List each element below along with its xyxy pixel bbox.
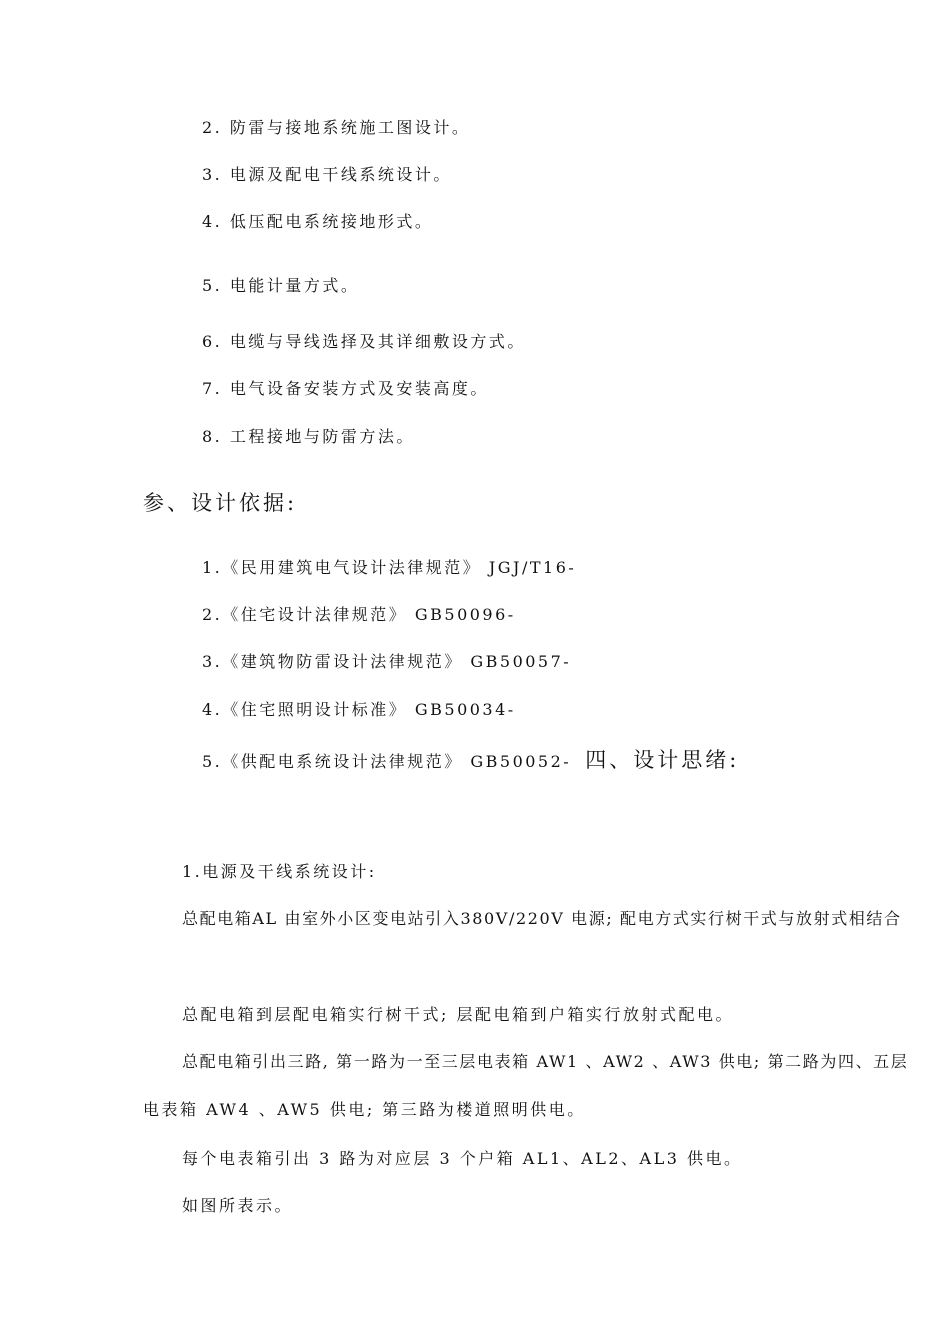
design-paragraph-4: 每个电表箱引出 3 路为对应层 3 个户箱 AL1、AL2、AL3 供电。	[182, 1149, 743, 1168]
design-paragraph-2: 总配电箱到层配电箱实行树干式; 层配电箱到户箱实行放射式配电。	[182, 1005, 734, 1024]
reference-item-3: 3.《建筑物防雷设计法律规范》 GB50057-	[202, 652, 572, 671]
design-paragraph-3-line-2: 电表箱 AW4 、AW5 供电; 第三路为楼道照明供电。	[143, 1100, 586, 1119]
design-paragraph-5: 如图所表示。	[182, 1196, 294, 1215]
section-heading-design-basis: 参、设计依据:	[143, 491, 298, 515]
reference-item-1: 1.《民用建筑电气设计法律规范》 JGJ/T16-	[202, 558, 577, 577]
scope-item-4: 4. 低压配电系统接地形式。	[202, 212, 434, 231]
reference-item-2: 2.《住宅设计法律规范》 GB50096-	[202, 605, 516, 624]
section-heading-design-ideas: 四、设计思绪:	[585, 748, 740, 772]
scope-item-3: 3. 电源及配电干线系统设计。	[202, 165, 452, 184]
scope-item-7: 7. 电气设备安装方式及安装高度。	[202, 379, 489, 398]
design-paragraph-3-line-1: 总配电箱引出三路, 第一路为一至三层电表箱 AW1 、AW2 、AW3 供电; 第二路为四、五层	[182, 1052, 909, 1071]
reference-item-5: 5.《供配电系统设计法律规范》 GB50052-	[202, 752, 572, 771]
design-subheading-power-trunk: 1.电源及干线系统设计:	[182, 862, 377, 881]
reference-item-5-row	[202, 750, 739, 772]
reference-item-4: 4.《住宅照明设计标准》 GB50034-	[202, 700, 516, 719]
design-paragraph-1: 总配电箱AL 由室外小区变电站引入380V/220V 电源; 配电方式实行树干式与放射式相结合	[182, 909, 902, 928]
scope-item-5: 5. 电能计量方式。	[202, 276, 360, 295]
scope-item-2: 2. 防雷与接地系统施工图设计。	[202, 118, 471, 137]
scope-item-6: 6. 电缆与导线选择及其详细敷设方式。	[202, 332, 526, 351]
scope-item-8: 8. 工程接地与防雷方法。	[202, 427, 415, 446]
